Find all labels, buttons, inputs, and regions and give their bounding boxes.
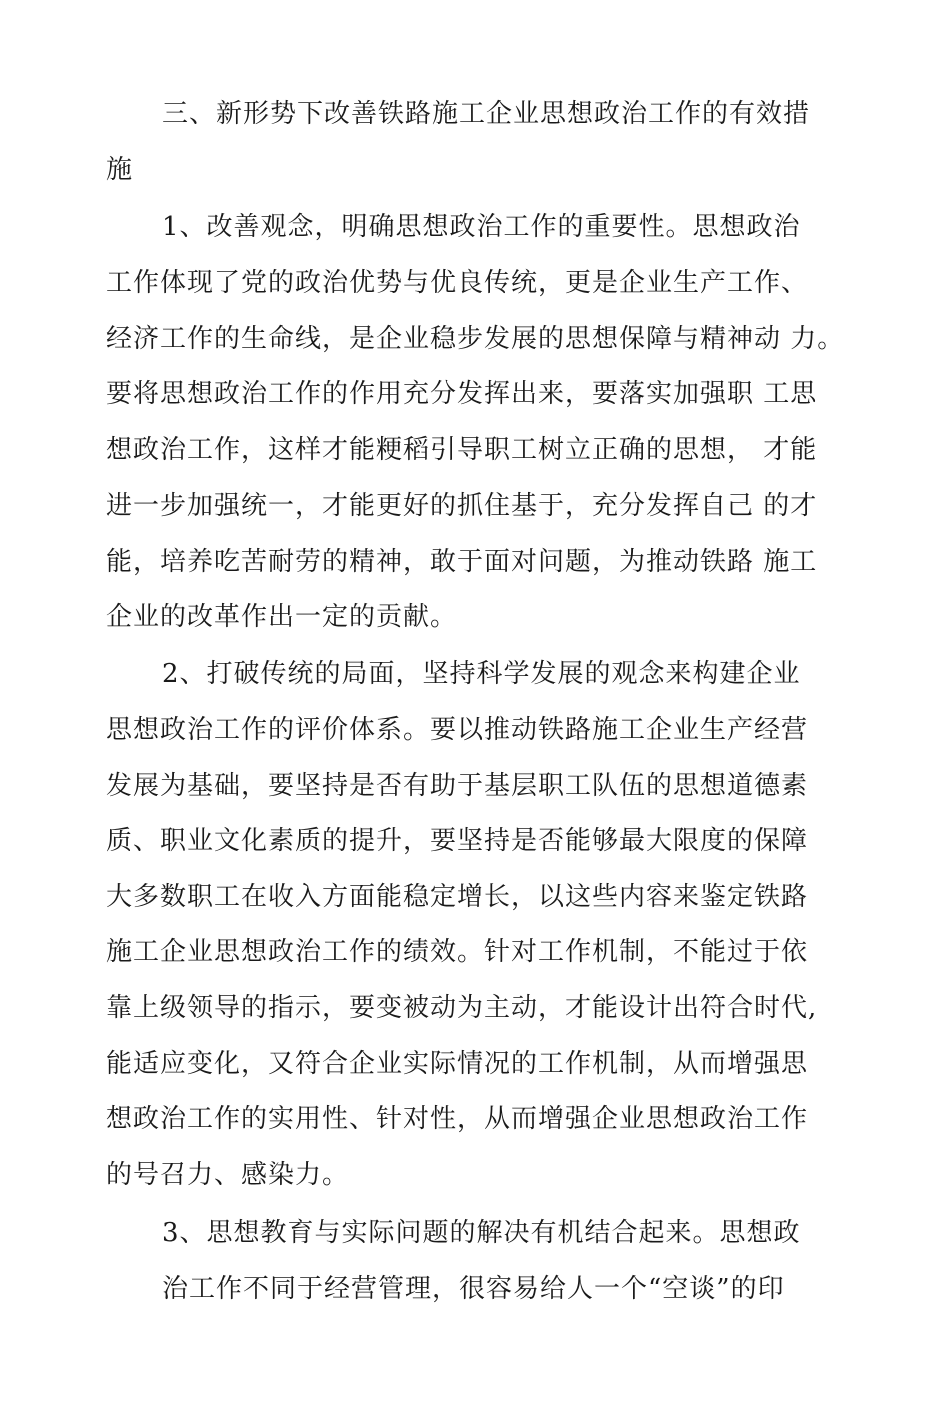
section-heading-line-2: 施 xyxy=(106,155,134,185)
paragraph-line: 工作体现了党的政治优势与优良传统，更是企业生产工作、 xyxy=(106,268,809,298)
paragraph-line: 质、职业文化素质的提升，要坚持是否能够最大限度的保障 xyxy=(106,826,809,856)
paragraph-line: 靠上级领导的指示，要变被动为主动，才能设计出符合时代, xyxy=(106,993,818,1023)
paragraph-line: 要将思想政治工作的作用充分发挥出来，要落实加强职 工思 xyxy=(106,379,818,409)
paragraph-line: 能，培养吃苦耐劳的精神，敢于面对问题，为推动铁路 施工 xyxy=(106,547,818,577)
paragraph-line: 企业的改革作出一定的贡献。 xyxy=(106,602,458,632)
paragraph-line: 施工企业思想政治工作的绩效。针对工作机制，不能过于依 xyxy=(106,937,809,967)
paragraph-line: 思想政治工作的评价体系。要以推动铁路施工企业生产经营 xyxy=(106,715,809,745)
paragraph-line: 进一步加强统一，才能更好的抓住基于，充分发挥自己 的才 xyxy=(106,491,818,521)
paragraph-line: 想政治工作，这样才能粳稻引导职工树立正确的思想， 才能 xyxy=(106,435,818,465)
paragraph-line: 发展为基础，要坚持是否有助于基层职工队伍的思想道德素 xyxy=(106,771,809,801)
paragraph-line: 想政治工作的实用性、针对性，从而增强企业思想政治工作 xyxy=(106,1104,809,1134)
paragraph-line: 大多数职工在收入方面能稳定增长，以这些内容来鉴定铁路 xyxy=(106,882,809,912)
section-heading-line-1: 三、新形势下改善铁路施工企业思想政治工作的有效措 xyxy=(162,99,811,129)
paragraph-line: 的号召力、感染力。 xyxy=(106,1160,350,1190)
paragraph-line: 能适应变化，又符合企业实际情况的工作机制，从而增强思 xyxy=(106,1049,809,1079)
paragraph-line: 1、改善观念，明确思想政治工作的重要性。思想政治 xyxy=(162,212,801,242)
paragraph-line: 2、打破传统的局面，坚持科学发展的观念来构建企业 xyxy=(162,659,801,689)
paragraph-line: 3、思想教育与实际问题的解决有机结合起来。思想政 xyxy=(162,1218,801,1248)
paragraph-line: 治工作不同于经营管理，很容易给人一个“空谈”的印 xyxy=(162,1274,785,1304)
paragraph-line: 经济工作的生命线，是企业稳步发展的思想保障与精神动 力。 xyxy=(106,324,845,354)
